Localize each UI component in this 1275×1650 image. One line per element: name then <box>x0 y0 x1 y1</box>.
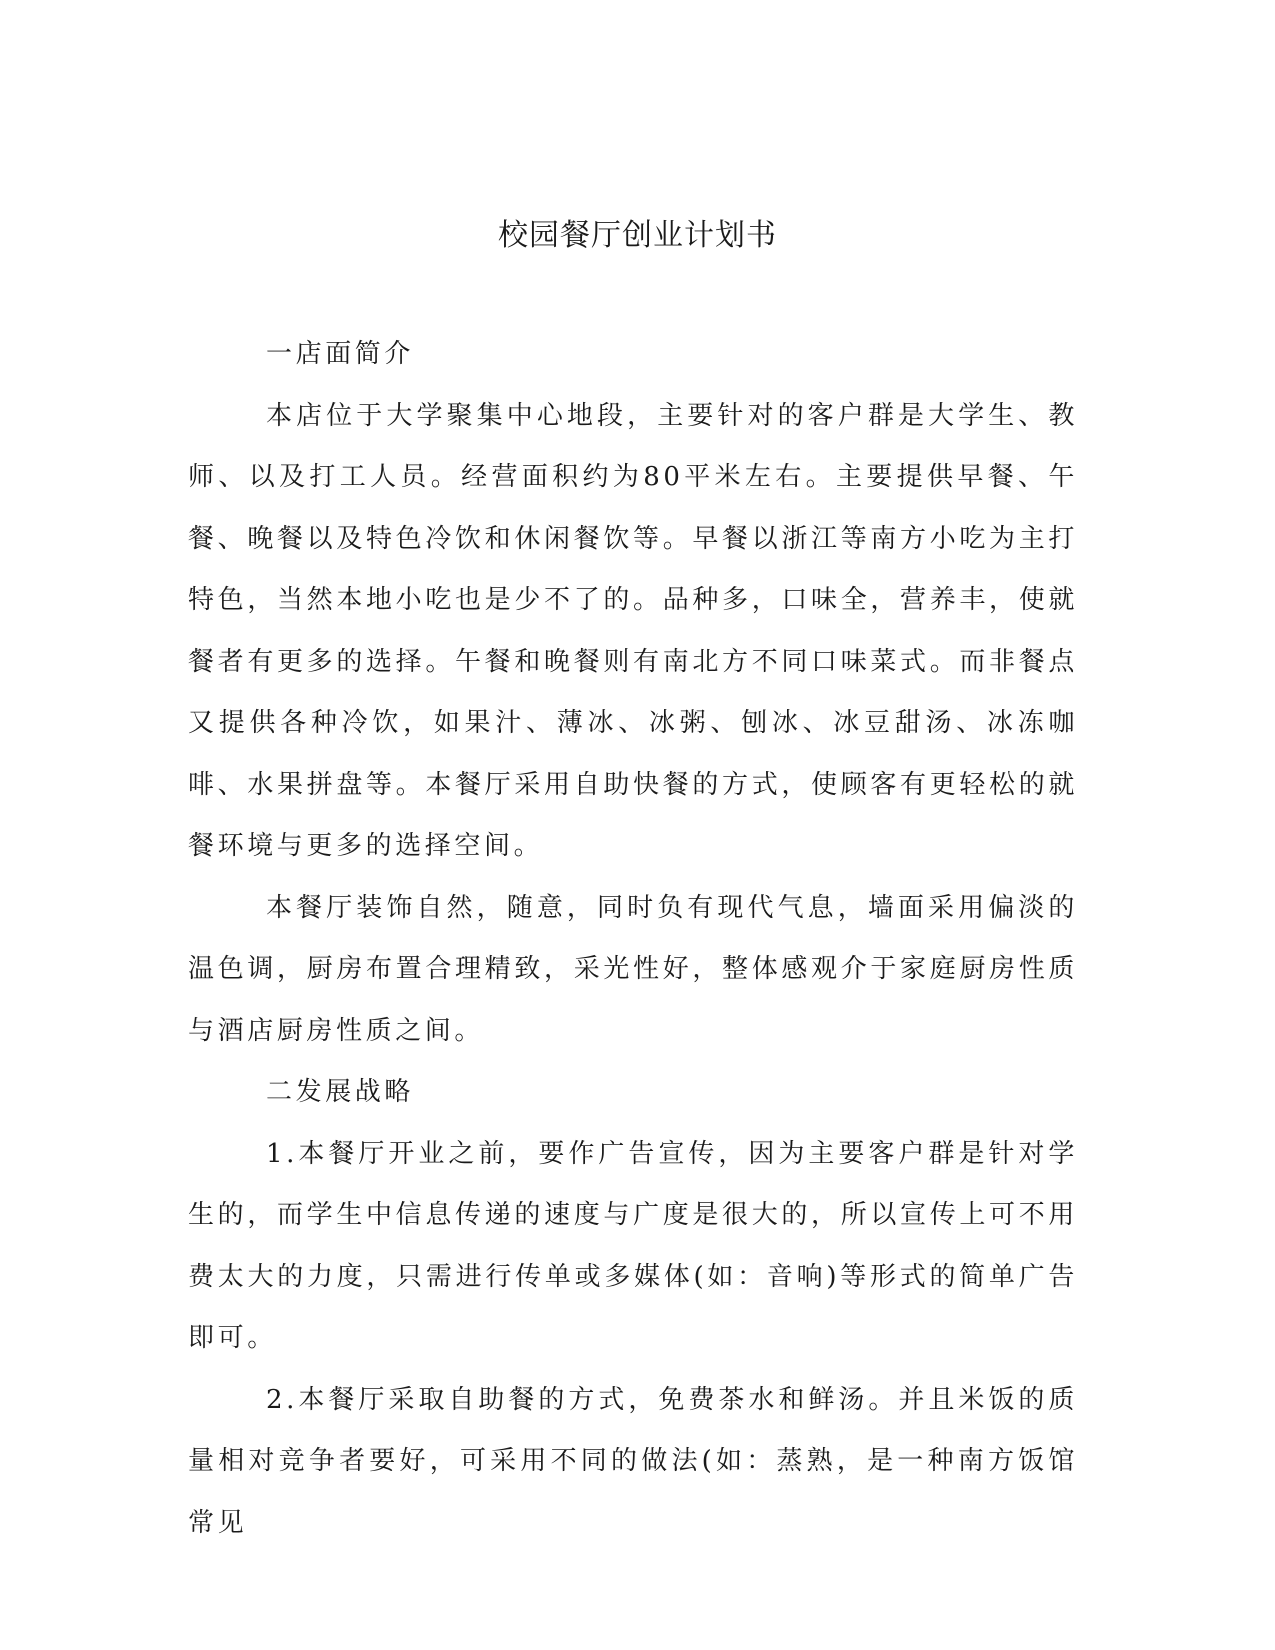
section-heading-store-intro: 一店面简介 <box>266 339 415 369</box>
paragraph-store-decor: 本餐厅装饰自然，随意，同时负有现代气息，墙面采用偏淡的温色调，厨房布置合理精致，采光性好，整体感观介于家庭厨房性质与酒店厨房性质之间。 <box>188 892 1078 1046</box>
document-body <box>188 324 1078 1554</box>
section-heading-strategy: 二发展战略 <box>266 1077 415 1107</box>
document-title: 校园餐厅创业计划书 <box>498 218 777 253</box>
paragraph-strategy-buffet: 2.本餐厅采取自助餐的方式，免费茶水和鲜汤。并且米饭的质量相对竞争者要好，可采用不同的做法(如：蒸熟，是一种南方饭馆常见 <box>188 1384 1078 1538</box>
paragraph-store-location: 本店位于大学聚集中心地段，主要针对的客户群是大学生、教师、以及打工人员。经营面积约为80平米左右。主要提供早餐、午餐、晚餐以及特色冷饮和休闲餐饮等。早餐以浙江等南方小吃为主打特色，当然本地小吃也是少不了的。品种多，口味全，营养丰，使就餐者有更多的选择。午餐和晚餐则有南北方不同口味菜式。而非餐点又提供各种冷饮，如果汁、薄冰、冰粥、刨冰、冰豆甜汤、冰冻咖啡、水果拼盘等。本餐厅采用自助快餐的方式，使顾客有更轻松的就餐环境与更多的选择空间。 <box>188 400 1078 861</box>
paragraph-strategy-advertising: 1.本餐厅开业之前，要作广告宣传，因为主要客户群是针对学生的，而学生中信息传递的速度与广度是很大的，所以宣传上可不用费太大的力度，只需进行传单或多媒体(如：音响)等形式的简单广告即可。 <box>188 1138 1078 1353</box>
